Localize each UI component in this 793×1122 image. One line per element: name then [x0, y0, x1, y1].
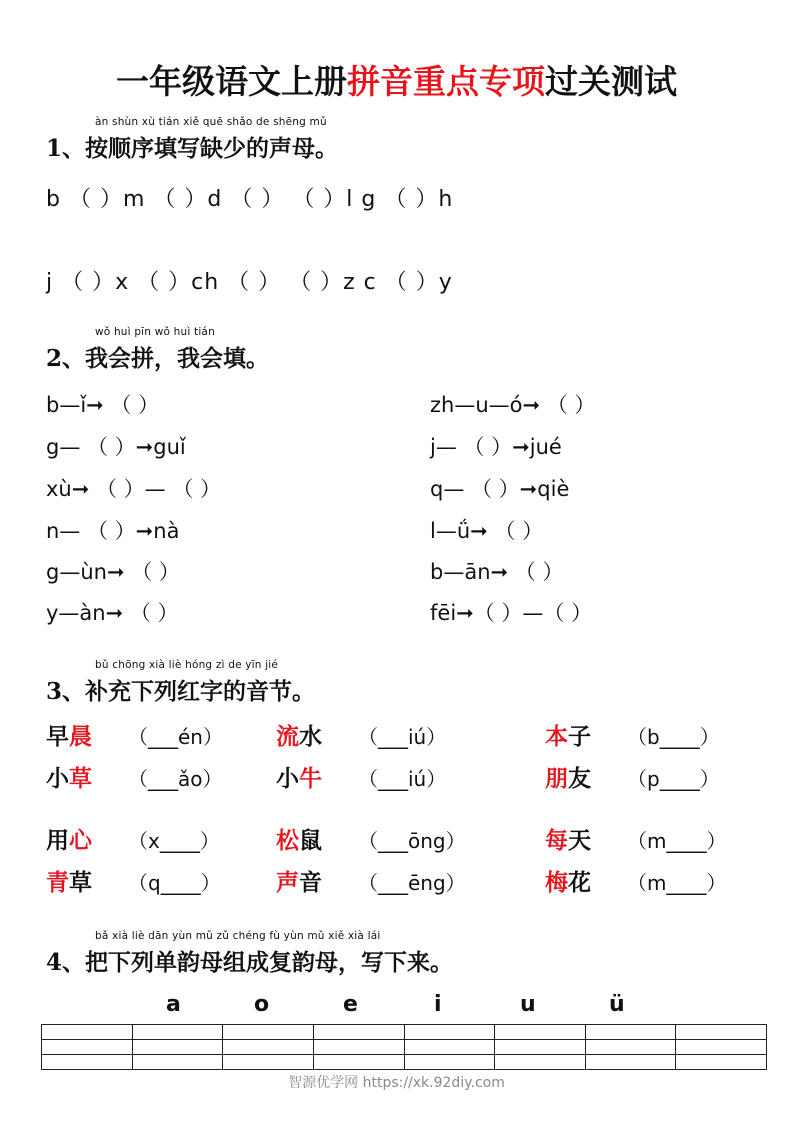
page-title	[0, 56, 793, 103]
vowel-u: u	[520, 992, 536, 1017]
vowel-i: i	[434, 992, 442, 1017]
section3-answer-blank[interactable]: （___iú）	[358, 767, 447, 791]
section3-pinyin: bǔ chōng xià liè hóng zì de yīn jié	[95, 659, 279, 671]
word-char: 小	[276, 765, 299, 792]
word-char: 天	[568, 827, 591, 854]
word-char: 友	[568, 765, 591, 792]
word-char: 朋	[545, 765, 568, 792]
word-char: 子	[568, 723, 591, 750]
section3-answer-blank[interactable]: （___ēng）	[358, 871, 466, 895]
section2-left-item: g—ùn➞ （ ）	[46, 560, 180, 584]
section3-word	[46, 718, 92, 751]
section3-answer-blank[interactable]: （x____）	[128, 829, 220, 853]
section3-word	[545, 760, 591, 793]
section2-pinyin: wǒ huì pīn wǒ huì tián	[95, 326, 215, 338]
title-part-1: 一年级语文上册	[116, 62, 347, 101]
title-part-2: 拼音重点专项	[347, 62, 545, 101]
word-char: 松	[276, 827, 299, 854]
word-char: 牛	[299, 765, 322, 792]
section3-word	[545, 822, 591, 855]
section3-word	[545, 864, 591, 897]
section3-word	[46, 822, 92, 855]
section3-word	[276, 718, 322, 751]
section3-answer-blank[interactable]: （p____）	[627, 767, 720, 791]
word-char: 草	[69, 765, 92, 792]
section4-heading: 4、把下列单韵母组成复韵母，写下来。	[46, 949, 454, 976]
section3-answer-blank[interactable]: （q____）	[128, 871, 221, 895]
vowel-a: a	[166, 992, 181, 1017]
word-char: 音	[299, 869, 322, 896]
word-char: 本	[545, 723, 568, 750]
section3-word	[46, 760, 92, 793]
word-char: 草	[69, 869, 92, 896]
section2-left-item: n— （ ）➞nà	[46, 519, 180, 543]
word-char: 青	[46, 869, 69, 896]
word-char: 心	[69, 827, 92, 854]
word-char: 早	[46, 723, 69, 750]
word-char: 晨	[69, 723, 92, 750]
section2-right-item: fēi➞（ ）—（ ）	[430, 601, 593, 625]
section2-left-item: b—ǐ➞ （ ）	[46, 393, 160, 417]
section3-word	[545, 718, 591, 751]
section4-pinyin: bǎ xià liè dān yùn mǔ zǔ chéng fù yùn mǔ xiě xià lái	[95, 930, 381, 942]
section3-word	[46, 864, 92, 897]
section2-right-item: l—ǘ➞ （ ）	[430, 519, 544, 543]
word-char: 梅	[545, 869, 568, 896]
word-char: 用	[46, 827, 69, 854]
section2-right-item: b—ān➞ （ ）	[430, 560, 564, 584]
section1-heading: 1、按顺序填写缺少的声母。	[46, 135, 339, 162]
section3-answer-blank[interactable]: （m____）	[627, 829, 727, 853]
section2-right-item: j— （ ）➞jué	[430, 435, 562, 459]
footer-watermark: 智源优学网 https://xk.92diy.com	[288, 1075, 505, 1091]
section3-answer-blank[interactable]: （___ōng）	[358, 829, 466, 853]
word-char: 花	[568, 869, 591, 896]
section2-heading: 2、我会拼，我会填。	[46, 345, 270, 372]
vowel-o: o	[254, 992, 270, 1017]
section1-row-2: j （ ）x （ ）ch （ ） （ ）z c （ ）y	[46, 270, 453, 295]
section2-right-item: q— （ ）➞qiè	[430, 477, 570, 501]
word-char: 小	[46, 765, 69, 792]
section3-answer-blank[interactable]: （___iú）	[358, 725, 447, 749]
vowel-e: e	[343, 992, 358, 1017]
section3-word	[276, 760, 322, 793]
word-char: 流	[276, 723, 299, 750]
word-char: 鼠	[299, 827, 322, 854]
section3-answer-blank[interactable]: （___én）	[128, 725, 223, 749]
section2-left-item: xù➞ （ ）— （ ）	[46, 477, 222, 501]
section1-row-1: b （ ）m （ ）d （ ） （ ）l g （ ）h	[46, 187, 454, 212]
section2-left-item: g— （ ）➞guǐ	[46, 435, 186, 459]
vowel-u-umlaut: ü	[609, 992, 625, 1017]
section3-answer-blank[interactable]: （m____）	[627, 871, 727, 895]
section2-right-item: zh—u—ó➞ （ ）	[430, 393, 596, 417]
word-char: 声	[276, 869, 299, 896]
section3-answer-blank[interactable]: （___ǎo）	[128, 767, 223, 791]
section3-word	[276, 864, 322, 897]
word-char: 水	[299, 723, 322, 750]
title-part-3: 过关测试	[545, 62, 677, 101]
section3-word	[276, 822, 322, 855]
section3-answer-blank[interactable]: （b____）	[627, 725, 720, 749]
section3-heading: 3、补充下列红字的音节。	[46, 678, 316, 705]
section1-pinyin: àn shùn xù tián xiě quē shǎo de shēng mǔ	[95, 116, 327, 128]
word-char: 每	[545, 827, 568, 854]
answer-writing-grid[interactable]	[41, 1024, 767, 1070]
section2-left-item: y—àn➞ （ ）	[46, 601, 179, 625]
